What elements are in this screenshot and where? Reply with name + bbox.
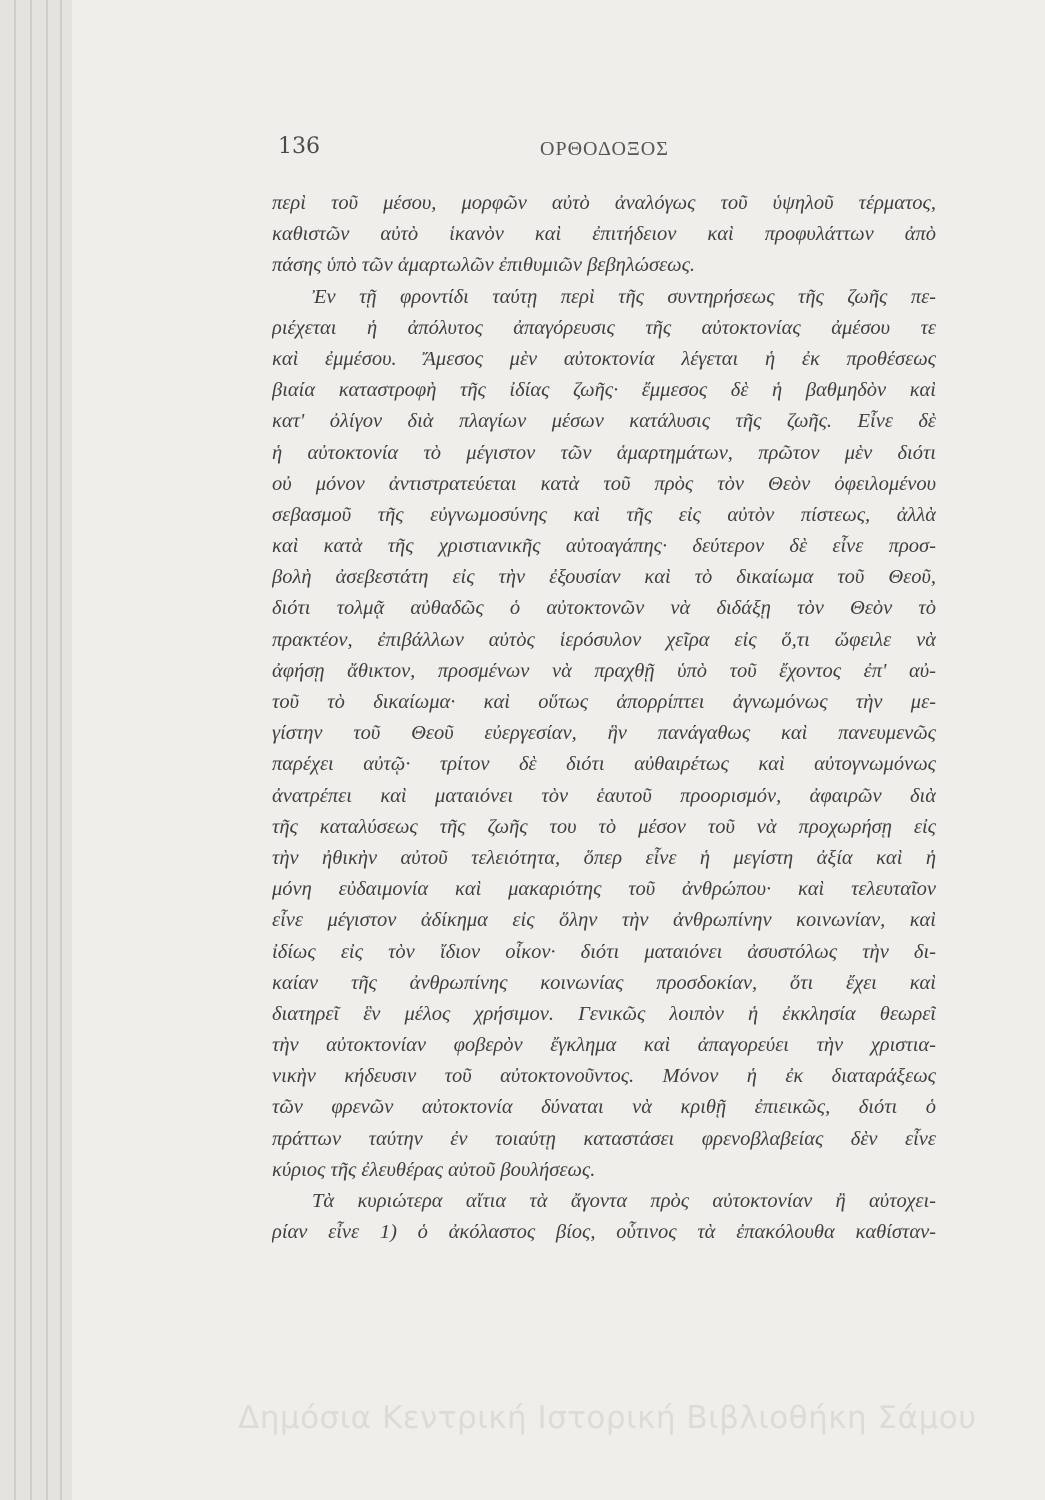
- text-line: Ἐν τῇ φροντίδι ταύτῃ περὶ τῆς συντηρήσεως τῆς ζωῆς πε-: [312, 285, 936, 308]
- text-line: οὐ μόνον ἀντιστρατεύεται κατὰ τοῦ πρὸς τὸν Θεὸν ὀφειλομένου: [272, 472, 936, 495]
- text-line: ρίαν εἶνε 1) ὁ ἀκόλαστος βίος, οὗτινος τὰ ἐπακόλουθα καθίσταν-: [272, 1221, 936, 1244]
- text-line: καθιστῶν αὐτὸ ἱκανὸν καὶ ἐπιτήδειον καὶ προφυλάττων ἀπὸ: [272, 223, 936, 246]
- text-line: καὶ ἐμμέσου. Ἄμεσος μὲν αὐτοκτονία λέγεται ἡ ἐκ προθέσεως: [272, 347, 936, 370]
- text-line: γίστην τοῦ Θεοῦ εὐεργεσίαν, ἣν πανάγαθως καὶ πανευμενῶς: [272, 722, 936, 745]
- text-line: πρακτέον, ἐπιβάλλων αὐτὸς ἱερόσυλον χεῖρα εἰς ὅ,τι ὤφειλε νὰ: [272, 628, 936, 651]
- text-line: τῶν φρενῶν αὐτοκτονία δύναται νὰ κριθῇ ἐπιεικῶς, διότι ὁ: [272, 1096, 936, 1119]
- text-line: διατηρεῖ ἓν μέλος χρήσιμον. Γενικῶς λοιπὸν ἡ ἐκκλησία θεωρεῖ: [272, 1002, 936, 1025]
- text-line: τὴν αὐτοκτονίαν φοβερὸν ἔγκλημα καὶ ἀπαγορεύει τὴν χριστια-: [272, 1034, 936, 1057]
- text-line: Τὰ κυριώτερα αἴτια τὰ ἄγοντα πρὸς αὐτοκτονίαν ἢ αὐτοχει-: [312, 1190, 936, 1212]
- text-line: βιαία καταστροφὴ τῆς ἰδίας ζωῆς· ἔμμεσος δὲ ἡ βαθμηδὸν καὶ: [272, 379, 936, 402]
- page-edge: [14, 0, 16, 1500]
- library-watermark: Δημόσια Κεντρική Ιστορική Βιβλιοθήκη Σάμου: [238, 1400, 977, 1436]
- text-line: ριέχεται ἡ ἀπόλυτος ἀπαγόρευσις τῆς αὐτοκτονίας ἀμέσου τε: [272, 316, 936, 339]
- page-header: [278, 134, 838, 170]
- text-line: πράττων ταύτην ἐν τοιαύτῃ καταστάσει φρενοβλαβείας δὲν εἶνε: [272, 1127, 936, 1150]
- text-line: βολὴ ἀσεβεστάτη εἰς τὴν ἐξουσίαν καὶ τὸ δικαίωμα τοῦ Θεοῦ,: [272, 566, 936, 589]
- page-number: 136: [278, 134, 320, 159]
- text-line: τὴν ἠθικὴν αὐτοῦ τελειότητα, ὅπερ εἶνε ἡ μεγίστη ἀξία καὶ ἡ: [272, 846, 936, 869]
- text-line: παρέχει αὐτῷ· τρίτον δὲ διότι αὐθαιρέτως καὶ αὐτογνωμόνως: [272, 753, 936, 776]
- text-line: τοῦ τὸ δικαίωμα· καὶ οὕτως ἀπορρίπτει ἀγνωμόνως τὴν με-: [272, 691, 936, 713]
- text-line: πάσης ὑπὸ τῶν ἁμαρτωλῶν ἐπιθυμιῶν βεβηλώσεως.: [272, 254, 696, 277]
- page-edge: [46, 0, 48, 1500]
- text-line: ἀνατρέπει καὶ ματαιόνει τὸν ἑαυτοῦ προορισμόν, ἀφαιρῶν διὰ: [272, 784, 936, 807]
- text-line: καὶ κατὰ τῆς χριστιανικῆς αὐτοαγάπης· δεύτερον δὲ εἶνε προσ-: [272, 535, 936, 558]
- running-title: ΟΡΘΟΔΟΞΟΣ: [540, 138, 669, 160]
- text-line: ἰδίως εἰς τὸν ἴδιον οἶκον· διότι ματαιόνει ἀσυστόλως τὴν δι-: [272, 940, 936, 963]
- body-text: [272, 188, 936, 1248]
- text-line: εἶνε μέγιστον ἀδίκημα εἰς ὅλην τὴν ἀνθρωπίνην κοινωνίαν, καὶ: [272, 909, 936, 932]
- text-line: ἡ αὐτοκτονία τὸ μέγιστον τῶν ἁμαρτημάτων, πρῶτον μὲν διότι: [272, 441, 936, 464]
- text-line: κύριος τῆς ἐλευθέρας αὐτοῦ βουλήσεως.: [272, 1158, 596, 1181]
- text-line: καίαν τῆς ἀνθρωπίνης κοινωνίας προσδοκίαν, ὅτι ἔχει καὶ: [272, 971, 936, 994]
- text-line: διότι τολμᾷ αὐθαδῶς ὁ αὐτοκτονῶν νὰ διδάξῃ τὸν Θεὸν τὸ: [272, 597, 936, 620]
- page-edge: [30, 0, 32, 1500]
- text-line: ἀφήσῃ ἄθικτον, προσμένων νὰ πραχθῇ ὑπὸ τοῦ ἔχοντος ἐπ' αὐ-: [272, 659, 936, 682]
- text-line: νικὴν κήδευσιν τοῦ αὐτοκτονοῦντος. Μόνον ἡ ἐκ διαταράξεως: [272, 1065, 936, 1088]
- text-line: σεβασμοῦ τῆς εὐγνωμοσύνης καὶ τῆς εἰς αὐτὸν πίστεως, ἀλλὰ: [272, 503, 936, 526]
- text-line: κατ' ὀλίγον διὰ πλαγίων μέσων κατάλυσις τῆς ζωῆς. Εἶνε δὲ: [272, 410, 936, 433]
- page-edge: [60, 0, 62, 1500]
- text-line: μόνη εὐδαιμονία καὶ μακαριότης τοῦ ἀνθρώπου· καὶ τελευταῖον: [272, 878, 936, 901]
- text-line: περὶ τοῦ μέσου, μορφῶν αὐτὸ ἀναλόγως τοῦ ὑψηλοῦ τέρματος,: [272, 192, 936, 214]
- text-line: τῆς καταλύσεως τῆς ζωῆς του τὸ μέσον τοῦ νὰ προχωρήσῃ εἰς: [272, 815, 936, 838]
